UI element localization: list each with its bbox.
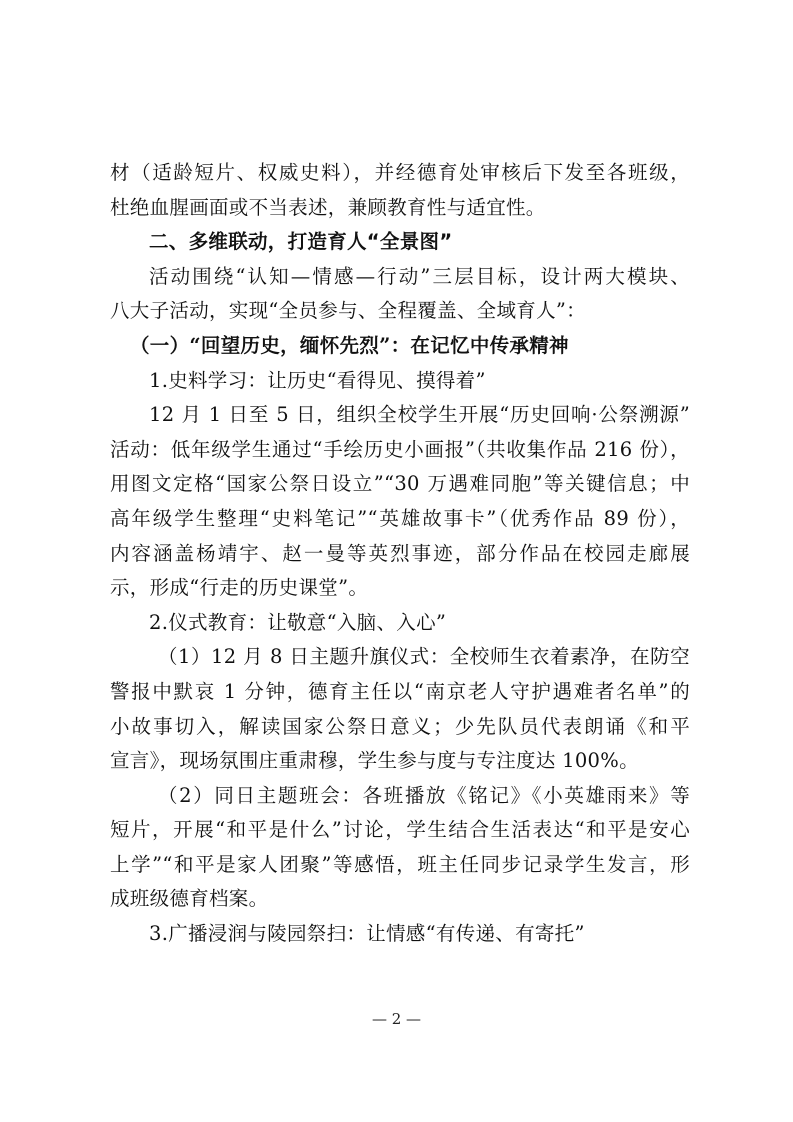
paragraph-line: 高年级学生整理“史料笔记”“英雄故事卡”（优秀作品 89 份）， bbox=[110, 506, 690, 530]
subsection-heading: （一）“回望历史，缅怀先烈”：在记忆中传承精神 bbox=[130, 333, 569, 357]
paragraph-line: 小故事切入，解读国家公祭日意义；少先队员代表朗诵《和平 bbox=[110, 714, 690, 738]
paragraph-line: 活动围绕“认知—情感—行动”三层目标，设计两大模块、 bbox=[149, 264, 690, 288]
paragraph-line: 12 月 1 日至 5 日，组织全校学生开展“历史回响·公祭溯源” bbox=[149, 403, 690, 427]
paragraph-line: 宣言》，现场氛围庄重肃穆，学生参与度与专注度达 100%。 bbox=[110, 749, 639, 773]
paragraph-line: （1）12 月 8 日主题升旗仪式：全校师生衣着素净，在防空 bbox=[158, 645, 690, 669]
item-heading: 2.仪式教育：让敬意“入脑、入心” bbox=[149, 610, 447, 634]
paragraph-line: 示，形成“行走的历史课堂”。 bbox=[110, 576, 369, 600]
section-heading: 二、多维联动，打造育人“全景图” bbox=[149, 230, 453, 254]
page-number: — 2 — bbox=[371, 1010, 422, 1028]
item-heading: 3.广播浸润与陵园祭扫：让情感“有传递、有寄托” bbox=[149, 922, 585, 946]
paragraph-line: 警报中默哀 1 分钟，德育主任以“南京老人守护遇难者名单”的 bbox=[110, 679, 690, 703]
paragraph-line: 材（适龄短片、权威史料），并经德育处审核后下发至各班级， bbox=[110, 161, 690, 184]
document-body bbox=[110, 156, 690, 952]
paragraph-line: 杜绝血腥画面或不当表述，兼顾教育性与适宜性。 bbox=[110, 195, 546, 219]
paragraph-line: 上学”“和平是家人团聚”等感悟，班主任同步记录学生发言，形 bbox=[110, 852, 690, 876]
paragraph-line: 八大子活动，实现“全员参与、全程覆盖、全域育人”： bbox=[110, 299, 586, 323]
paragraph-line: 短片，开展“和平是什么”讨论，学生结合生活表达“和平是安心 bbox=[110, 818, 690, 842]
paragraph-line: （2）同日主题班会：各班播放《铭记》《小英雄雨来》等 bbox=[158, 783, 690, 807]
item-heading: 1.史料学习：让历史“看得见、摸得着” bbox=[149, 368, 486, 392]
paragraph-line: 用图文定格“国家公祭日设立”“30 万遇难同胞”等关键信息；中 bbox=[110, 472, 690, 496]
paragraph-line: 活动：低年级学生通过“手绘历史小画报”（共收集作品 216 份）， bbox=[110, 437, 690, 461]
paragraph-line: 成班级德育档案。 bbox=[110, 887, 269, 911]
paragraph-line: 内容涵盖杨靖宇、赵一曼等英烈事迹，部分作品在校园走廊展 bbox=[110, 541, 690, 565]
